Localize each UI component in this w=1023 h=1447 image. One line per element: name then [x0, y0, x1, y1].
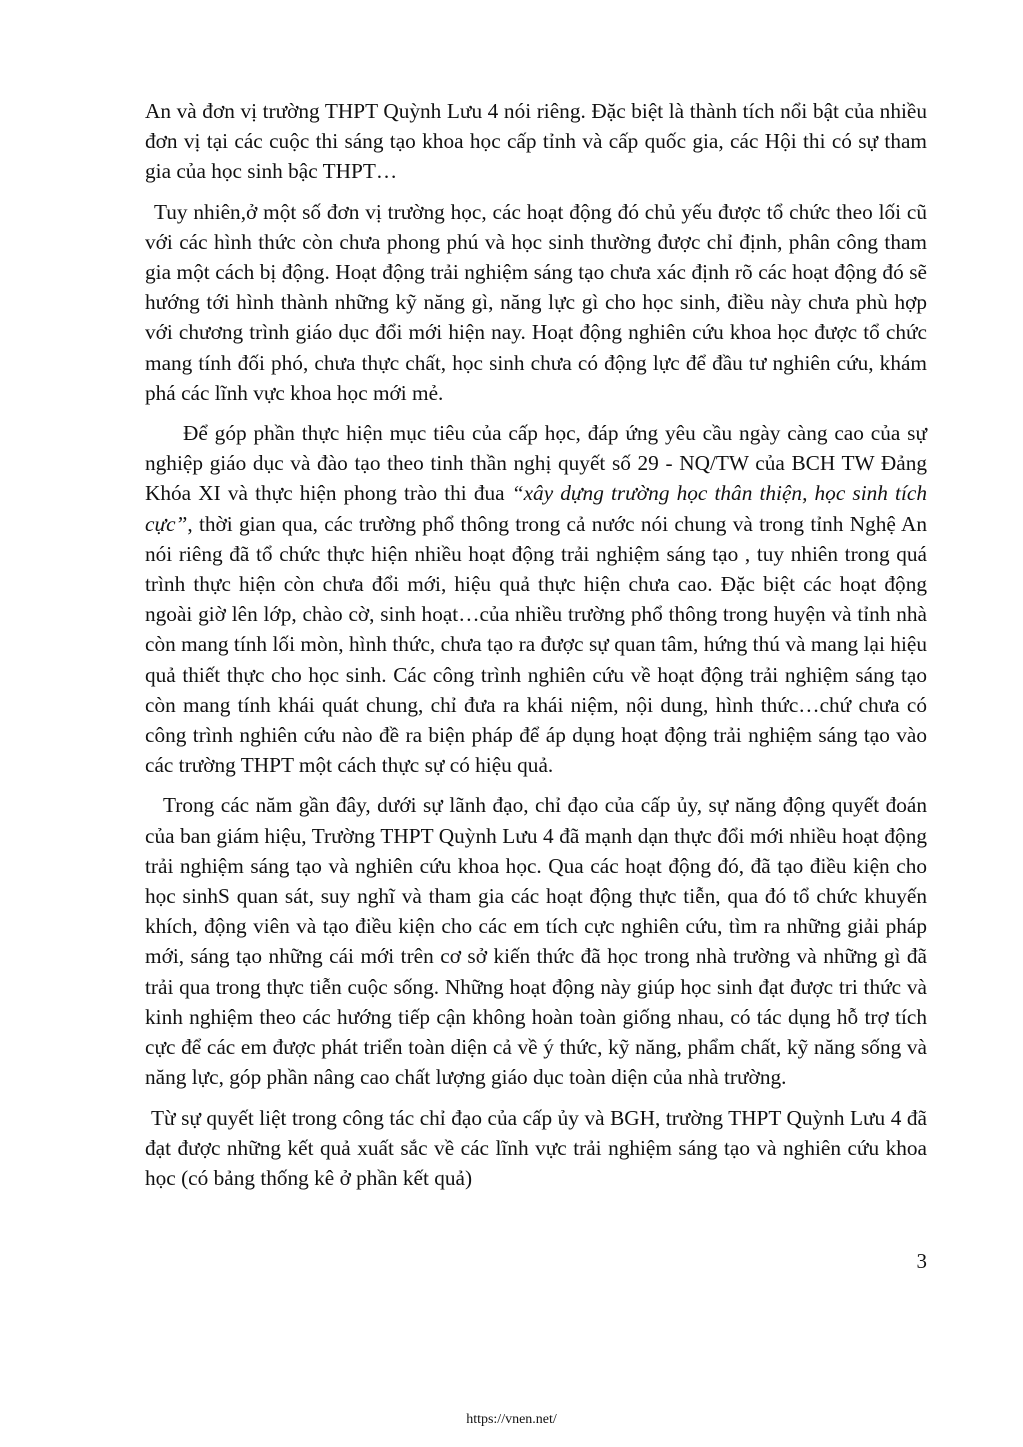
document-body: [145, 96, 927, 1193]
footer-url: https://vnen.net/: [466, 1412, 557, 1427]
paragraph-2: Tuy nhiên,ở một số đơn vị trường học, các hoạt động đó chủ yếu được tổ chức theo lối cũ với các hình thức còn chưa phong phú và học sinh thường được chỉ định, phân công tham gia một cách bị động. Hoạt động trải nghiệm sáng tạo chưa xác định rõ các hoạt động đó sẽ hướng tới hình thành những kỹ năng gì, năng lực gì cho học sinh, điều này chưa phù hợp với chương trình giáo dục đổi mới hiện nay. Hoạt động nghiên cứu khoa học được tổ chức mang tính đối phó, chưa thực chất, học sinh chưa có động lực để đầu tư nghiên cứu, khám phá các lĩnh vực khoa học mới mẻ.: [145, 199, 927, 405]
paragraph-3: [145, 418, 927, 780]
paragraph-4: Trong các năm gần đây, dưới sự lãnh đạo, chỉ đạo của cấp ủy, sự năng động quyết đoán của ban giám hiệu, Trường THPT Quỳnh Lưu 4 đã mạnh dạn thực đổi mới nhiều hoạt động trải nghiệm sáng tạo và nghiên cứu khoa học. Qua các hoạt động đó, đã tạo điều kiện cho học sinhS quan sát, suy nghĩ và tham gia các hoạt động thực tiễn, qua đó tổ chức khuyến khích, động viên và tạo điều kiện cho các em tích cực nghiên cứu, tìm ra những giải pháp mới, sáng tạo những cái mới trên cơ sở kiến thức đã học trong nhà trường và những gì đã trải qua trong thực tiễn cuộc sống. Những hoạt động này giúp học sinh đạt được tri thức và kinh nghiệm theo các hướng tiếp cận không hoàn toàn giống nhau, có tác dụng hỗ trợ tích cực để các em được phát triển toàn diện cả về ý thức, kỹ năng, phẩm chất, kỹ năng sống và năng lực, góp phần nâng cao chất lượng giáo dục toàn diện của nhà trường.: [145, 793, 927, 1090]
page-number: 3: [916, 1249, 927, 1273]
paragraph-3-quoted-slogan: “xây dựng trường học thân thiện, học sinh tích cực”: [145, 481, 927, 536]
paragraph-3-text-start: Để góp phần thực hiện mục tiêu của cấp học, đáp ứng yêu cầu ngày càng cao của sự nghiệp giáo dục và đào tạo theo tinh thần nghị quyết số 29 - NQ/TW của BCH TW Đảng Khóa XI và thực hiện phong trào thi đua: [145, 421, 927, 506]
paragraph-1: An và đơn vị trường THPT Quỳnh Lưu 4 nói riêng. Đặc biệt là thành tích nổi bật của nhiều đơn vị tại các cuộc thi sáng tạo khoa học cấp tỉnh và cấp quốc gia, các Hội thi có sự tham gia của học sinh bậc THPT…: [145, 99, 927, 184]
paragraph-5: Từ sự quyết liệt trong công tác chỉ đạo của cấp ủy và BGH, trường THPT Quỳnh Lưu 4 đã đạt được những kết quả xuất sắc về các lĩnh vực trải nghiệm sáng tạo và nghiên cứu khoa học (có bảng thống kê ở phần kết quả): [145, 1105, 927, 1190]
paragraph-3-text-end: , thời gian qua, các trường phổ thông trong cả nước nói chung và trong tỉnh Nghệ An nói riêng đã tổ chức thực hiện nhiều hoạt động trải nghiệm sáng tạo , tuy nhiên trong quá trình thực hiện còn chưa đổi mới, hiệu quả thực hiện chưa cao. Đặc biệt các hoạt động ngoài giờ lên lớp, chào cờ, sinh hoạt…của nhiều trường phổ thông trong huyện và tỉnh nhà còn mang tính lối mòn, hình thức, chưa tạo ra được sự quan tâm, hứng thú và mang lại hiệu quả thiết thực cho học sinh. Các công trình nghiên cứu về hoạt động trải nghiệm sáng tạo còn mang tính khái quát chung, chỉ đưa ra khái niệm, nội dung, hình thức…chứ chưa có công trình nghiên cứu nào đề ra biện pháp để áp dụng hoạt động trải nghiệm sáng tạo vào các trường THPT một cách thực sự có hiệu quả.: [145, 511, 927, 778]
